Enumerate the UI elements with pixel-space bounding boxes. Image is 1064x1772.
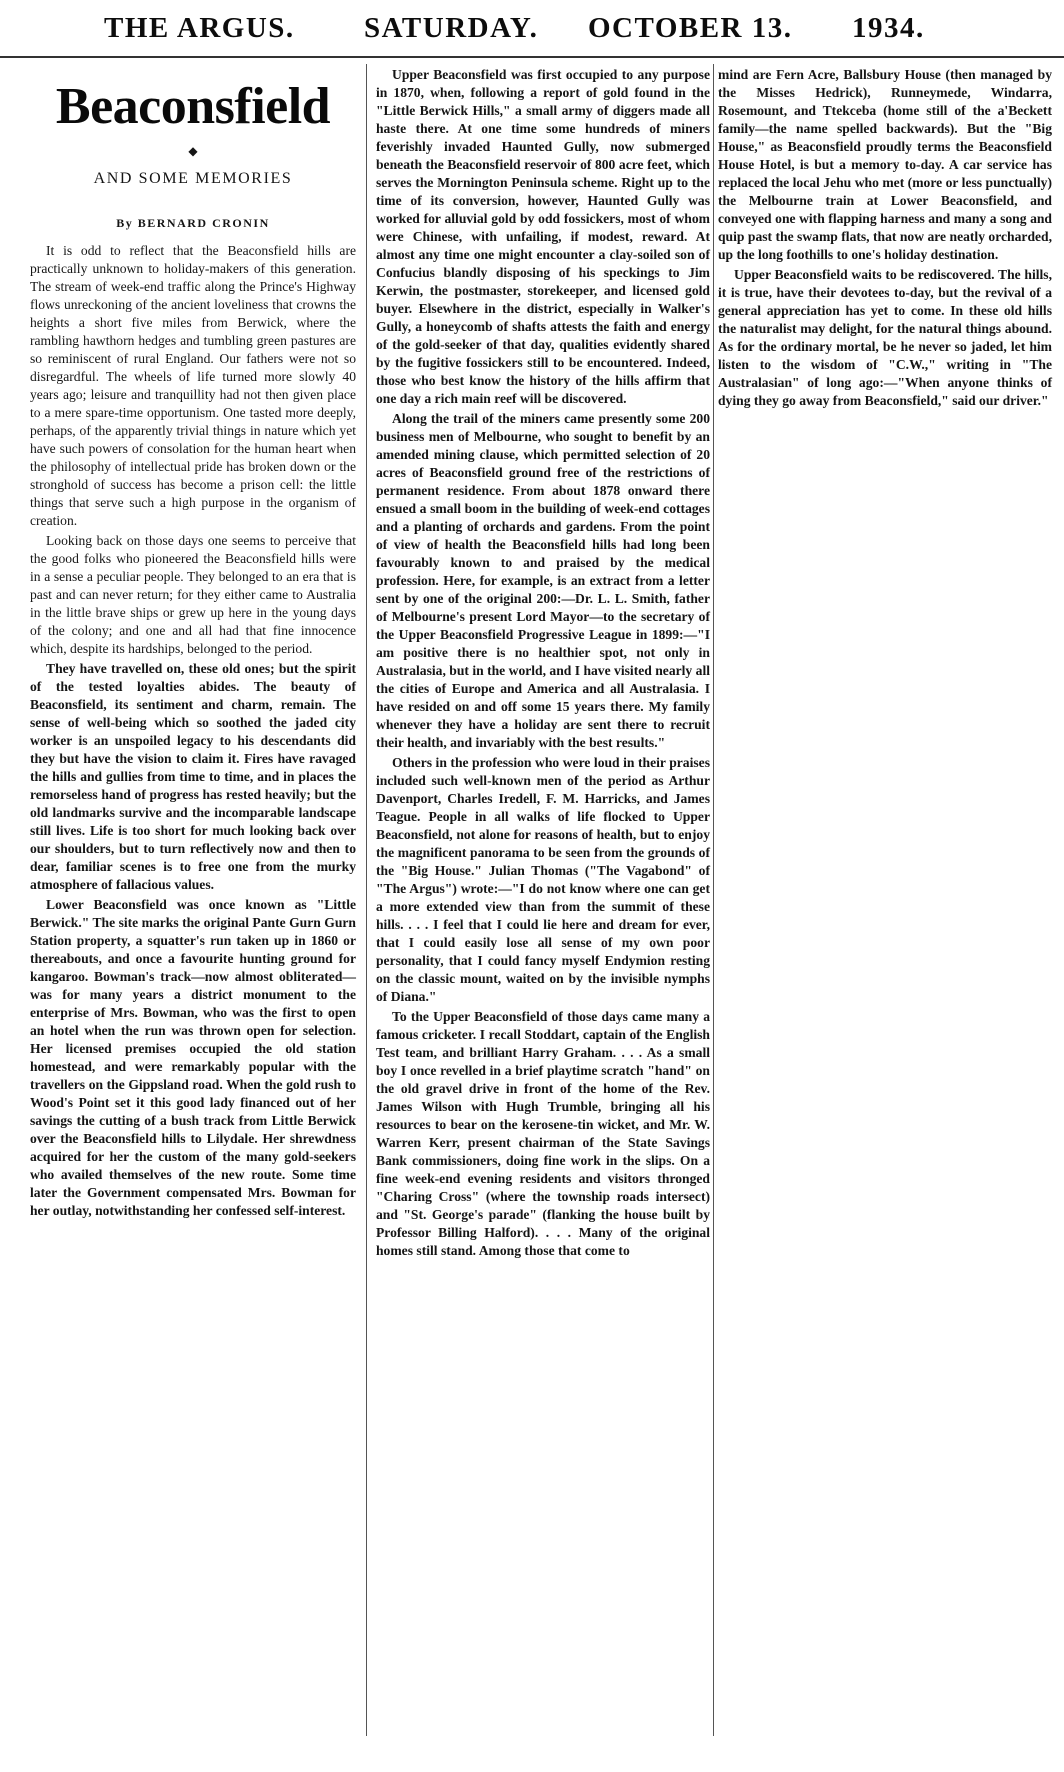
article-column-1 bbox=[30, 66, 356, 1222]
paragraph: Lower Beaconsfield was once known as "Little Berwick." The site marks the original Pante Gurn Gurn Station property, a squatter's run taken up in 1860 or thereabouts, and once a favourite hunting ground for kangaroo. Bowman's track—now almost obliterated—was for many years a district monument to the enterprise of Mrs. Bowman, who was the first to open an hotel when the run was thrown open for selection. Her licensed premises occupied the old station homestead, and were remarkably popular with the travellers on the Gippsland road. When the gold rush to Wood's Point set it this good lady financed out of her savings the cutting of a bush track from Little Berwick over the Beaconsfield hills to Lilydale. Her shrewdness acquired for her the custom of the many gold-seekers who availed themselves of the new route. Some time later the Government compensated Mrs. Bowman for her outlay, notwithstanding her confessed self-interest. bbox=[30, 897, 356, 1218]
article-column-3 bbox=[718, 66, 1052, 412]
masthead-day: SATURDAY. bbox=[364, 12, 539, 44]
paragraph: It is odd to reflect that the Beaconsfield hills are practically unknown to holiday-makers of this generation. The stream of week-end traffic along the Prince's Highway flows unreckoning of the ancient loveliness that crowns the heights a short five miles from Berwick, where the rambling hawthorn hedges and tumbling green pastures are so reminiscent of rural England. Our fathers were not so disregardful. The wheels of life turned more slowly 40 years ago; leisure and tranquillity had not then given place to a mere spare-time opportunism. One tasted more deeply, perhaps, of the apparently trivial things in nature which yet have such powers of consolation for the human heart when the philosophy of intellectual pride has broken down or the stronghold of success has become a prison cell: the little things that serve such a high purpose in the organism of creation. bbox=[30, 243, 356, 528]
paragraph: They have travelled on, these old ones; but the spirit of the tested loyalties abides. The beauty of Beaconsfield, its sentiment and charm, remain. The sense of well-being which so soothed the jaded city worker is an unspoiled legacy to his descendants did they but have the vision to claim it. Fires have ravaged the hills and gullies from time to time, and in places the remorseless hand of progress has rested heavily; but the old landmarks survive and the incomparable landscape still lives. Life is too short for much looking back over our shoulders, but to turn reflectively now and then to dear, familiar scenes is to free one from the murky atmosphere of fallacious values. bbox=[30, 661, 356, 892]
paragraph: Along the trail of the miners came presently some 200 business men of Melbourne, who sought to benefit by an amended mining clause, which permitted selection of 20 acres of Beaconsfield ground free of the restrictions of permanent residence. From about 1878 onward there ensued a small boom in the building of week-end cottages and a planting of orchards and gardens. From the point of view of health the Beaconsfield hills had long been favourably known to and praised by the medical profession. Here, for example, is an extract from a letter sent by one of the original 200:—Dr. L. L. Smith, father of Melbourne's present Lord Mayor—to the secretary of the Upper Beaconsfield Progressive League in 1899:—"I am positive there is no healthier spot, not only in Australasia, but in the world, and I have visited nearly all the cities of Europe and America and all Australasia. I have resided on and off some 15 years there. My family whenever they have a holiday are sent there to recruit their health, and invariably with the best results." bbox=[376, 411, 710, 750]
article-column-2 bbox=[376, 66, 710, 1262]
article-headline: Beaconsfield bbox=[55, 78, 331, 135]
masthead-paper-name: THE ARGUS. bbox=[104, 12, 295, 44]
paragraph: To the Upper Beaconsfield of those days came many a famous cricketer. I recall Stoddart, captain of the English Test team, and brilliant Harry Graham. . . . As a small boy I once revelled in a brief playtime scratch "hand" on the old gravel drive in front of the home of the Rev. James Wilson with Hugh Trumble, bringing all his resources to bear on the kerosene-tin wicket, and Mr. W. Warren Kerr, present chairman of the State Savings Bank commissioners, doing fine work in the slips. On a fine week-end evening residents and visitors thronged "Charing Cross" (where the township roads intersect) and "St. George's parade" (flanking the house built by Professor Billing Halford). . . . Many of the original homes still stand. Among those that come to bbox=[376, 1009, 710, 1258]
paragraph: Upper Beaconsfield was first occupied to any purpose in 1870, when, following a report of gold found in the "Little Berwick Hills," a small army of diggers made all haste there. At one time some hundreds of miners feverishly invaded Haunted Gully, now submerged beneath the Beaconsfield reservoir of 800 acre feet, which serves the Mornington Peninsula scheme. Right up to the time of its conversion, however, Haunted Gully was worked for alluvial gold by odd fossickers, most of whom were Chinese, with unfailing, if modest, reward. At almost any time one might encounter a clay-soiled son of Confucius blandly disposing of his speckings to Jim Kerwin, the postmaster, storekeeper, and licensed gold buyer. Elsewhere in the district, especially in Walker's Gully, a honeycomb of shafts attests the faith and energy of the gold-seeker of that day, qualities evidently shared by the fugitive fossickers still to be encountered. Indeed, those who best know the history of the hills affirm that one day a rich main reef will be discovered. bbox=[376, 67, 710, 406]
paragraph: Others in the profession who were loud in their praises included such well-known men of the period as Arthur Davenport, Charles Iredell, F. M. Harricks, and James Teague. People in all walks of life flocked to Upper Beaconsfield, not alone for reasons of health, but to enjoy the magnificent panorama to be seen from the grounds of the "Big House." Julian Thomas ("The Vagabond" of "The Argus") wrote:—"I do not know where one can get a more extended view than from the summit of these hills. . . . I feel that I could lie here and dream for ever, that I could easily lose all sense of my own poor personality, that I could fancy myself Endymion resting on the classic mount, waited on by the invisible nymphs of Diana." bbox=[376, 755, 710, 1004]
masthead bbox=[0, 0, 1064, 58]
article-byline: By BERNARD CRONIN bbox=[116, 216, 270, 230]
masthead-year: 1934. bbox=[852, 12, 925, 44]
masthead-date: OCTOBER 13. bbox=[588, 12, 793, 44]
paragraph: Looking back on those days one seems to perceive that the good folks who pioneered the Beaconsfield hills were in a sense a peculiar people. They belonged to an era that is past and can never return; for they either came to Australia in the little brave ships or grew up here in the young days of the colony; and one and all had that fine innocence which, despite its hardships, belonged to the period. bbox=[30, 533, 356, 656]
paragraph: mind are Fern Acre, Ballsbury House (then managed by the Misses Hedrick), Runneymede, Windarra, Rosemount, and Ttekceba (home still of the a'Beckett family—the name spelled backwards). But the "Big House," as Beaconsfield proudly terms the Beaconsfield House Hotel, is but a memory to-day. A car service has replaced the local Jehu who met (more or less punctually) the Melbourne train at Lower Beaconsfield, and conveyed one with flapping harness and many a song and quip past the swamp flats, that now are neatly orcharded, up the long foothills to one's holiday destination. bbox=[718, 67, 1052, 262]
article-subheading: AND SOME MEMORIES bbox=[93, 170, 293, 187]
ornament-diamond-icon: ◆ bbox=[188, 144, 198, 158]
column-divider bbox=[713, 64, 714, 1736]
paragraph: Upper Beaconsfield waits to be rediscovered. The hills, it is true, have their devotees to-day, but the revival of a general appreciation has yet to come. In these old hills the naturalist may delight, for the natural things abound. As for the ordinary mortal, be he never so jaded, let him listen to the wisdom of "C.W.," writing in "The Australasian" of long ago:—"When anyone thinks of dying they go away from Beaconsfield," said our driver." bbox=[718, 267, 1052, 408]
column-divider bbox=[366, 64, 367, 1736]
